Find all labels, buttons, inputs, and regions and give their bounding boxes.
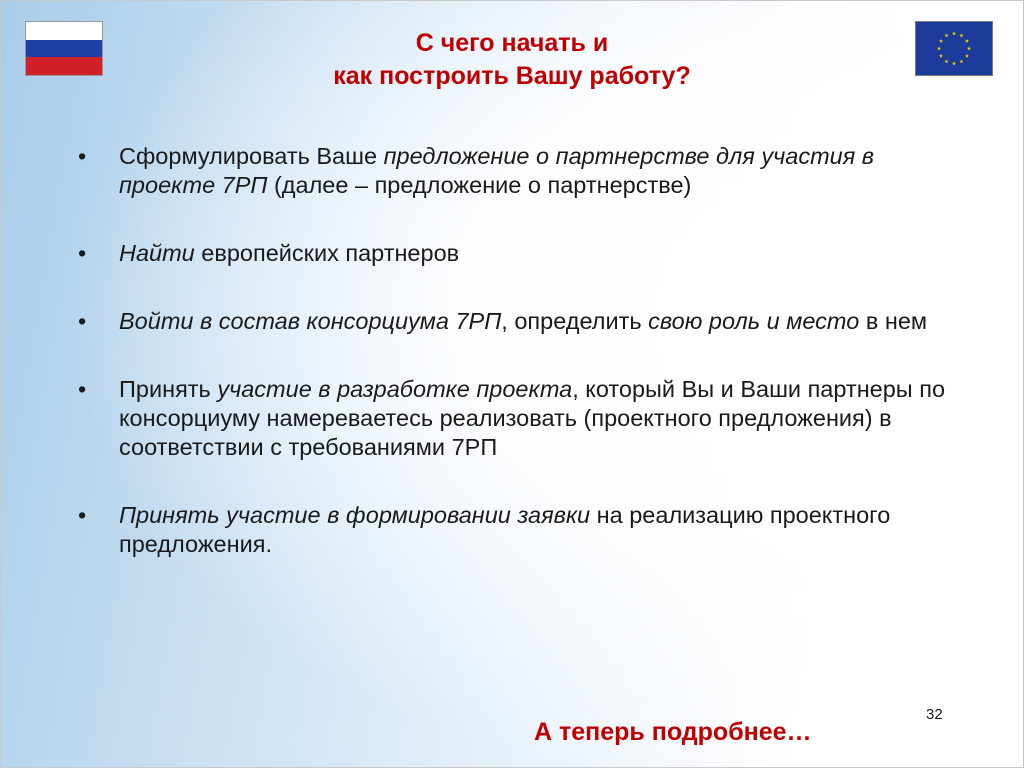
bullet-text: Сформулировать Ваше — [119, 143, 384, 169]
more-details-link[interactable]: А теперь подробнее… — [534, 718, 812, 746]
bullet-list — [72, 142, 972, 559]
bullet-text-emphasis: свою роль и место — [648, 308, 860, 334]
bullet-marker: • — [78, 143, 87, 169]
bullet-text: европейских партнеров — [194, 240, 460, 266]
bullet-item — [72, 501, 972, 559]
bullet-marker: • — [78, 240, 87, 266]
flag-stripe-white — [26, 22, 102, 40]
bullet-text: , определить — [501, 308, 649, 334]
flag-stripe-blue — [26, 40, 102, 58]
european-union-flag-icon — [915, 21, 993, 76]
bullet-text-emphasis: Войти в состав консорциума 7РП — [119, 308, 502, 334]
page-title-line-1: С чего начать и — [415, 29, 609, 57]
eu-flag-graphic — [916, 22, 992, 75]
bullet-text-emphasis: Принять участие в формировании заявки — [119, 502, 591, 528]
bullet-text: , который Вы и Ваши партнеры по консорциуму намереваетесь реализовать (проектного предложения) в соответствии с требованиями 7РП — [119, 376, 946, 460]
bullet-marker: • — [78, 308, 87, 334]
bullet-item — [72, 307, 972, 336]
page-title — [180, 27, 844, 93]
bullet-marker: • — [78, 376, 87, 402]
bullet-text: в нем — [859, 308, 928, 334]
bullet-marker: • — [78, 502, 87, 528]
bullet-text-emphasis: Найти — [119, 240, 195, 266]
bullet-text: (далее – предложение о партнерстве) — [267, 172, 692, 198]
bullet-text-emphasis: предложение о партнерстве для участия в проекте 7РП — [119, 143, 875, 198]
russian-flag-icon — [25, 21, 103, 76]
flag-stripe-red — [26, 57, 102, 75]
bullet-text-emphasis: участие в разработке проекта — [217, 376, 573, 402]
bullet-text: на реализацию проектного предложения. — [119, 502, 891, 557]
bullet-text: Принять — [119, 376, 218, 402]
eu-flag-field — [916, 22, 992, 75]
bullet-item — [72, 142, 972, 200]
bullet-item — [72, 375, 972, 462]
bullet-item — [72, 239, 972, 268]
page-number: 32 — [926, 706, 943, 723]
page-title-line-2: как построить Вашу работу? — [333, 62, 691, 90]
